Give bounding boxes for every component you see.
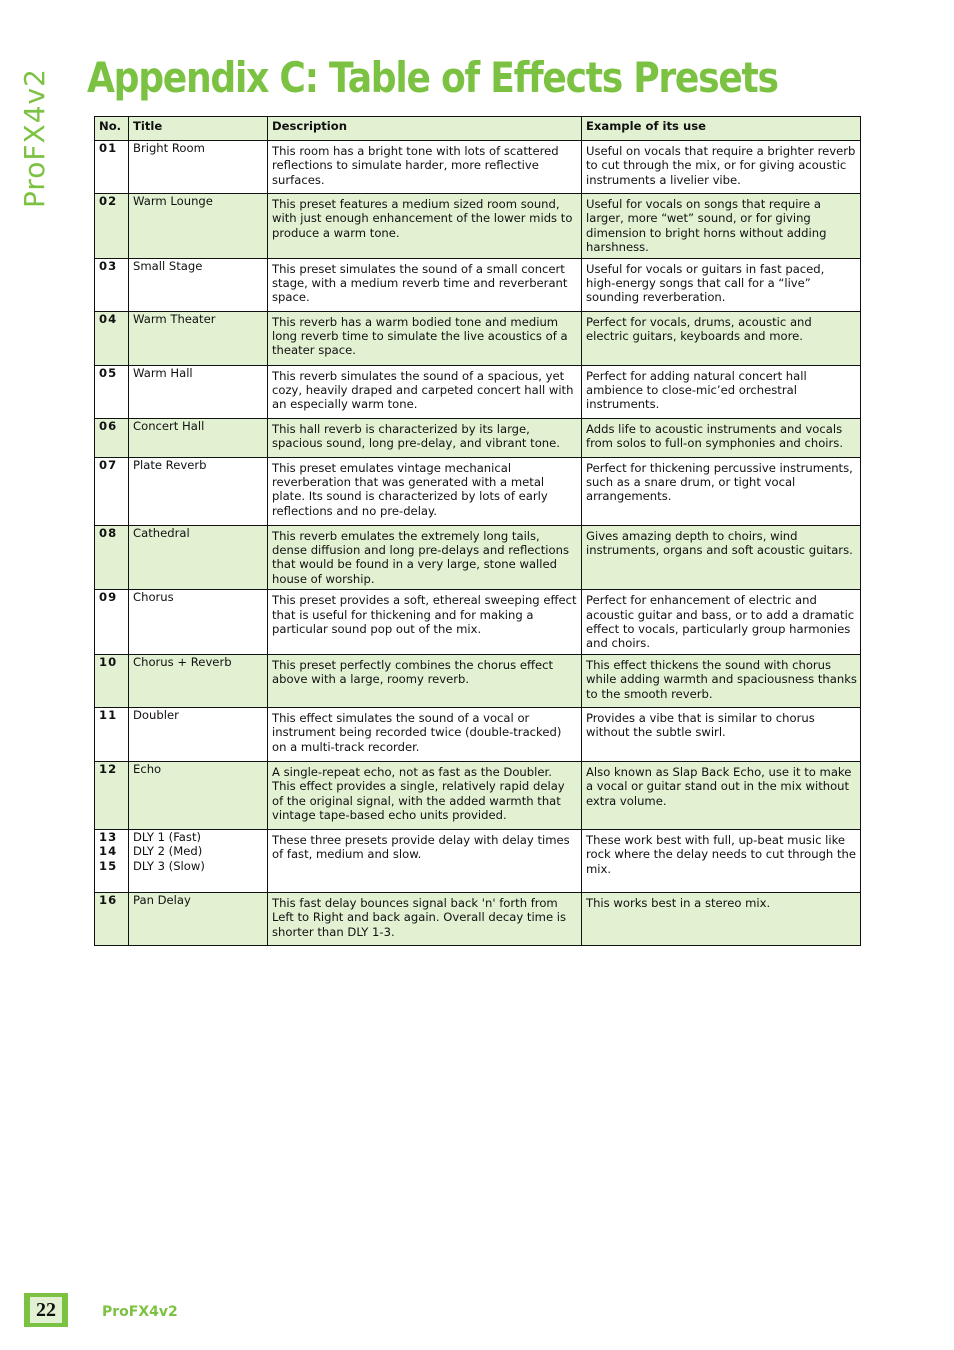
preset-example: Perfect for adding natural concert hall ambience to close-mic’ed orchestral instruments. [582, 365, 861, 418]
preset-description: This reverb simulates the sound of a spacious, yet cozy, heavily draped and carpeted concert hall with an especially warm tone. [268, 365, 582, 418]
preset-number: 01 [95, 141, 129, 194]
preset-title: Plate Reverb [129, 457, 268, 525]
preset-title: Warm Lounge [129, 194, 268, 259]
footer-brand: ProFX4v2 [102, 1304, 178, 1320]
preset-description: This preset emulates vintage mechanical reverberation that was generated with a metal plate. Its sound is characterized by lots of early reflections and no pre-delay. [268, 457, 582, 525]
preset-title-dly3: DLY 3 (Slow) [133, 858, 205, 873]
preset-example: Perfect for vocals, drums, acoustic and electric guitars, keyboards and more. [582, 311, 861, 365]
preset-description: This effect simulates the sound of a vocal or instrument being recorded twice (double-tracked) on a multi-track recorder. [268, 707, 582, 761]
preset-number: 02 [95, 194, 129, 259]
preset-description: These three presets provide delay with delay times of fast, medium and slow. [268, 829, 582, 892]
preset-title: Echo [129, 761, 268, 829]
header-title: Title [129, 117, 268, 141]
preset-example: Useful for vocals on songs that require a larger, more “wet” sound, or for giving dimension to bright horns without adding harshness. [582, 194, 861, 259]
preset-number: 10 [95, 654, 129, 707]
preset-number-13: 13 [99, 829, 118, 844]
preset-number: 16 [95, 892, 129, 945]
preset-number: 11 [95, 707, 129, 761]
preset-number-15: 15 [99, 858, 118, 873]
table-row [95, 829, 861, 892]
side-brand: ProFX4v2 [18, 68, 51, 208]
table-row [95, 707, 861, 761]
table-header-row [95, 117, 861, 141]
preset-description: This preset provides a soft, ethereal sweeping effect that is useful for thickening and for making a particular sound pop out of the mix. [268, 590, 582, 655]
preset-description: A single-repeat echo, not as fast as the Doubler. This effect provides a single, relatively rapid delay of the original signal, with the added warmth that vintage tape-based echo units provided. [268, 761, 582, 829]
preset-description: This preset perfectly combines the chorus effect above with a large, roomy reverb. [268, 654, 582, 707]
preset-description: This reverb emulates the extremely long tails, dense diffusion and long pre-delays and reflections that would be found in a very large, stone walled house of worship. [268, 525, 582, 590]
page-number: 22 [30, 1297, 62, 1323]
table-row [95, 590, 861, 655]
preset-number: 04 [95, 311, 129, 365]
preset-number-14: 14 [99, 844, 118, 859]
preset-example: Adds life to acoustic instruments and vocals from solos to full-on symphonies and choirs. [582, 418, 861, 457]
preset-number: 07 [95, 457, 129, 525]
table-row [95, 761, 861, 829]
preset-description: This room has a bright tone with lots of scattered reflections to simulate harder, more reflective surfaces. [268, 141, 582, 194]
preset-title: Doubler [129, 707, 268, 761]
preset-example: This effect thickens the sound with chorus while adding warmth and spaciousness thanks to the smooth reverb. [582, 654, 861, 707]
preset-title: Concert Hall [129, 418, 268, 457]
preset-example: Also known as Slap Back Echo, use it to make a vocal or guitar stand out in the mix without extra volume. [582, 761, 861, 829]
preset-number: 12 [95, 761, 129, 829]
table-row [95, 418, 861, 457]
table-row [95, 311, 861, 365]
preset-example: Perfect for thickening percussive instruments, such as a snare drum, or tight vocal arrangements. [582, 457, 861, 525]
table-row [95, 194, 861, 259]
preset-example: These work best with full, up-beat music like rock where the delay needs to cut through the mix. [582, 829, 861, 892]
preset-description: This fast delay bounces signal back 'n' forth from Left to Right and back again. Overall decay time is shorter than DLY 1-3. [268, 892, 582, 945]
table-row [95, 654, 861, 707]
table-row [95, 525, 861, 590]
header-example: Example of its use [582, 117, 861, 141]
preset-number: 03 [95, 258, 129, 311]
preset-description: This hall reverb is characterized by its large, spacious sound, long pre-delay, and vibrant tone. [268, 418, 582, 457]
preset-example: Provides a vibe that is similar to chorus without the subtle swirl. [582, 707, 861, 761]
preset-title: Chorus + Reverb [129, 654, 268, 707]
preset-title: Pan Delay [129, 892, 268, 945]
preset-number: 05 [95, 365, 129, 418]
table-row [95, 457, 861, 525]
preset-title: Bright Room [129, 141, 268, 194]
preset-description: This preset simulates the sound of a small concert stage, with a medium reverb time and reverberant space. [268, 258, 582, 311]
preset-title-dly2: DLY 2 (Med) [133, 844, 203, 859]
preset-title: Warm Hall [129, 365, 268, 418]
preset-title: Warm Theater [129, 311, 268, 365]
preset-example: Gives amazing depth to choirs, wind instruments, organs and soft acoustic guitars. [582, 525, 861, 590]
preset-example: Useful on vocals that require a brighter reverb to cut through the mix, or for giving acoustic instruments a livelier vibe. [582, 141, 861, 194]
table-row [95, 258, 861, 311]
preset-title: Cathedral [129, 525, 268, 590]
table-row [95, 365, 861, 418]
header-no: No. [95, 117, 129, 141]
preset-number: 09 [95, 590, 129, 655]
preset-example: Perfect for enhancement of electric and acoustic guitar and bass, or to add a dramatic effect to vocals, particularly group harmonies and choirs. [582, 590, 861, 655]
preset-title: Chorus [129, 590, 268, 655]
table-row [95, 141, 861, 194]
effects-presets-table [94, 116, 861, 946]
preset-title: Small Stage [129, 258, 268, 311]
table-row [95, 892, 861, 945]
preset-title [129, 829, 268, 892]
page-title: Appendix C: Table of Effects Presets [87, 53, 778, 102]
header-description: Description [268, 117, 582, 141]
preset-number [95, 829, 129, 892]
preset-number: 06 [95, 418, 129, 457]
preset-number: 08 [95, 525, 129, 590]
preset-description: This preset features a medium sized room sound, with just enough enhancement of the lower mids to produce a warm tone. [268, 194, 582, 259]
preset-description: This reverb has a warm bodied tone and medium long reverb time to simulate the live acoustics of a theater space. [268, 311, 582, 365]
preset-example: This works best in a stereo mix. [582, 892, 861, 945]
preset-example: Useful for vocals or guitars in fast paced, high-energy songs that call for a “live” sounding reverberation. [582, 258, 861, 311]
preset-title-dly1: DLY 1 (Fast) [133, 829, 202, 844]
